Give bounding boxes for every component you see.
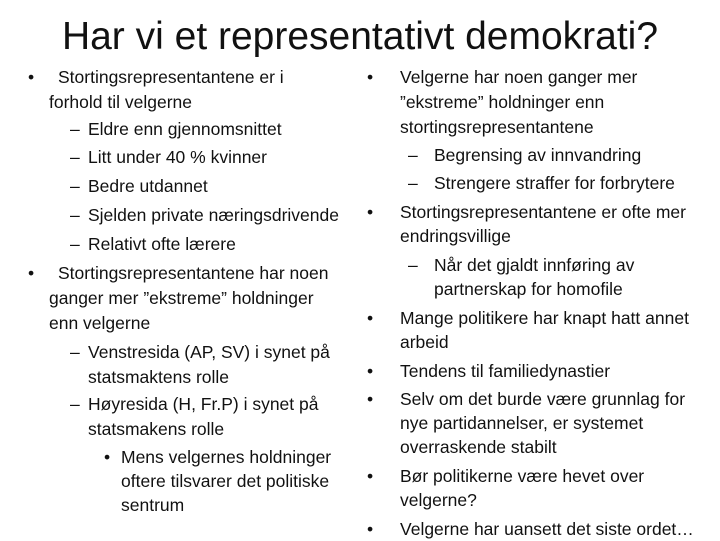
dash-icon: – <box>70 394 80 414</box>
dash-icon: – <box>70 342 80 362</box>
right-bullet-6-line-2: velgerne? <box>400 490 477 510</box>
bullet-icon: • <box>367 466 374 486</box>
right-sub-3-line-2: partnerskap for homofile <box>434 279 623 299</box>
right-bullet-4-line-1: Tendens til familiedynastier <box>400 361 611 381</box>
left-sub-7-line-2: statsmakens rolle <box>88 419 225 439</box>
left-bullet-2-line-1: Stortingsrepresentantene har noen <box>58 263 329 283</box>
left-bullet-1-line-1: Stortingsrepresentantene er i <box>58 67 284 87</box>
left-subsub-1-line-3: sentrum <box>121 495 185 515</box>
right-bullet-6-line-1: Bør politikerne være hevet over <box>400 466 645 486</box>
left-sub-7-line-1: Høyresida (H, Fr.P) i synet på <box>88 394 319 414</box>
right-bullet-5-line-2: nye partidannelser, er systemet <box>400 413 644 433</box>
right-bullet-1-line-3: stortingsrepresentantene <box>400 117 594 137</box>
right-sub-3-line-1: Når det gjaldt innføring av <box>434 255 635 275</box>
left-sub-3-text: Bedre utdannet <box>88 176 208 196</box>
right-bullet-5-line-1: Selv om det burde være grunnlag for <box>400 389 686 409</box>
dash-icon: – <box>70 147 80 167</box>
bullet-icon: • <box>28 263 35 283</box>
left-sub-5-text: Relativt ofte lærere <box>88 234 236 254</box>
right-sub-2-text: Strengere straffer for forbrytere <box>434 173 675 193</box>
bullet-icon: • <box>367 308 374 328</box>
bullet-icon: • <box>367 361 374 381</box>
left-bullet-2-line-2: ganger mer ”ekstreme” holdninger <box>49 288 314 308</box>
bullet-icon: • <box>367 202 374 222</box>
dash-icon: – <box>70 234 80 254</box>
left-sub-6-line-1: Venstresida (AP, SV) i synet på <box>88 342 330 362</box>
slide-title: Har vi et representativt demokrati? <box>61 15 659 58</box>
bullet-icon: • <box>367 389 374 409</box>
dash-icon: – <box>70 119 80 139</box>
bullet-icon: • <box>28 67 35 87</box>
bullet-icon: • <box>367 519 374 539</box>
left-bullet-2-line-3: enn velgerne <box>49 313 151 333</box>
right-bullet-5-line-3: overraskende stabilt <box>400 437 557 457</box>
left-bullet-1-line-2: forhold til velgerne <box>49 92 192 112</box>
left-sub-4-text: Sjelden private næringsdrivende <box>88 205 339 225</box>
right-sub-1-text: Begrensing av innvandring <box>434 145 642 165</box>
dash-icon: – <box>408 255 418 275</box>
dash-icon: – <box>408 145 418 165</box>
right-bullet-1-line-2: ”ekstreme” holdninger enn <box>400 92 605 112</box>
left-sub-1-text: Eldre enn gjennomsnittet <box>88 119 282 139</box>
right-bullet-1-line-1: Velgerne har noen ganger mer <box>400 67 638 87</box>
bullet-icon: • <box>104 447 111 467</box>
left-sub-6-line-2: statsmaktens rolle <box>88 367 230 387</box>
right-bullet-2-line-1: Stortingsrepresentantene er ofte mer <box>400 202 686 222</box>
dash-icon: – <box>408 173 418 193</box>
dash-icon: – <box>70 205 80 225</box>
dash-icon: – <box>70 176 80 196</box>
right-bullet-2-line-2: endringsvillige <box>400 226 511 246</box>
left-subsub-1-line-2: oftere tilsvarer det politiske <box>121 471 330 491</box>
left-subsub-1-line-1: Mens velgernes holdninger <box>121 447 332 467</box>
bullet-icon: • <box>367 67 374 87</box>
right-bullet-7-line-1: Velgerne har uansett det siste ordet… <box>400 519 694 539</box>
right-bullet-3-line-2: arbeid <box>400 332 449 352</box>
left-sub-2-text: Litt under 40 % kvinner <box>88 147 267 167</box>
right-bullet-3-line-1: Mange politikere har knapt hatt annet <box>400 308 689 328</box>
